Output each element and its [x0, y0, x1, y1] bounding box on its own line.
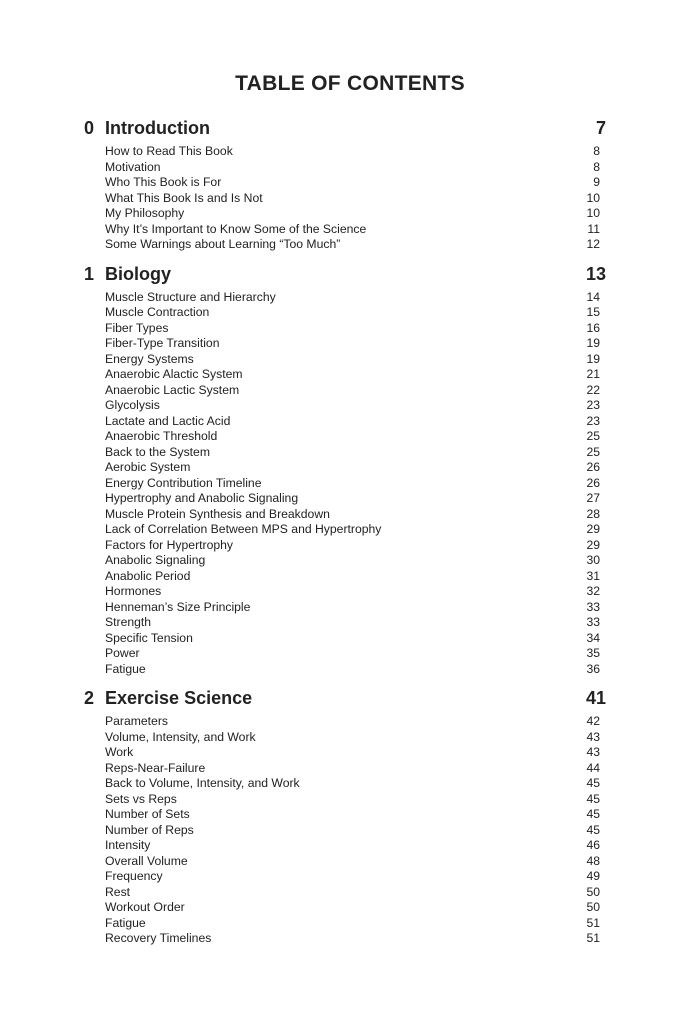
- entry-page-number: 22: [586, 382, 600, 397]
- entry-title: Reps-Near-Failure: [105, 760, 206, 775]
- entry-page-number: 26: [586, 475, 600, 490]
- toc-entry[interactable]: [105, 792, 600, 808]
- toc-entry[interactable]: [105, 398, 600, 414]
- entry-page-number: 45: [586, 807, 600, 821]
- chapter-title: Exercise Science: [105, 688, 253, 708]
- entry-title: Volume, Intensity, and Work: [105, 729, 256, 744]
- entry-page-number: 45: [586, 822, 600, 837]
- toc-entry[interactable]: [105, 646, 600, 662]
- toc-entry[interactable]: [105, 491, 600, 507]
- entry-page-number: 10: [586, 190, 600, 205]
- entry-title: Sets vs Reps: [105, 791, 177, 806]
- entry-page-number: 50: [586, 900, 600, 914]
- entry-title: Why It’s Important to Know Some of the Science: [105, 221, 367, 236]
- entry-page-number: 31: [586, 568, 600, 583]
- chapter-2: [84, 688, 606, 947]
- entry-page-number: 14: [586, 289, 600, 304]
- chapter-1: [84, 264, 606, 678]
- toc-entry[interactable]: [105, 321, 600, 337]
- entry-page-number: 30: [586, 553, 600, 567]
- entry-title: Work: [105, 745, 134, 759]
- toc-entry[interactable]: [105, 476, 600, 492]
- entry-title: Who This Book is For: [105, 175, 222, 189]
- toc-entry[interactable]: [105, 175, 600, 191]
- entry-page-number: 35: [586, 646, 600, 660]
- entry-title: Anabolic Signaling: [105, 553, 206, 567]
- entry-page-number: 33: [586, 599, 600, 614]
- toc-entry[interactable]: [105, 305, 600, 321]
- chapter-page-number: 41: [585, 688, 606, 708]
- entry-page-number: 42: [586, 714, 600, 728]
- toc-entry[interactable]: [105, 191, 600, 207]
- entry-page-number: 43: [586, 745, 600, 759]
- toc-entry[interactable]: [105, 584, 600, 600]
- entry-page-number: 16: [586, 320, 600, 335]
- toc-entry[interactable]: [105, 807, 600, 823]
- entry-page-number: 21: [586, 367, 600, 381]
- entry-page-number: 33: [586, 615, 600, 629]
- entry-page-number: 34: [586, 630, 600, 645]
- entry-title: My Philosophy: [105, 206, 185, 220]
- entry-page-number: 49: [586, 869, 600, 883]
- entry-title: Specific Tension: [105, 630, 193, 645]
- toc-entry[interactable]: [105, 569, 600, 585]
- toc-entry[interactable]: [105, 383, 600, 399]
- toc-entry[interactable]: [105, 776, 600, 792]
- chapter-title: Introduction: [105, 118, 210, 138]
- toc-entry[interactable]: [105, 538, 600, 554]
- toc-entry[interactable]: [105, 290, 600, 306]
- entry-title: Muscle Protein Synthesis and Breakdown: [105, 506, 330, 521]
- toc-entry[interactable]: [105, 900, 600, 916]
- section-list: [84, 290, 606, 678]
- entry-page-number: 51: [586, 931, 600, 945]
- entry-page-number: 8: [593, 144, 600, 158]
- entry-page-number: 12: [586, 237, 600, 251]
- toc-entry[interactable]: [105, 600, 600, 616]
- entry-title: Rest: [105, 884, 131, 899]
- entry-page-number: 28: [586, 506, 600, 521]
- chapter-page-number: 13: [585, 263, 606, 284]
- toc-entry[interactable]: [105, 522, 600, 538]
- toc-entry[interactable]: [105, 429, 600, 445]
- entry-title: How to Read This Book: [105, 144, 233, 158]
- entry-page-number: 29: [586, 537, 600, 552]
- toc-entry[interactable]: [105, 916, 600, 932]
- toc-entry[interactable]: [105, 730, 600, 746]
- entry-page-number: 23: [586, 413, 600, 428]
- entry-page-number: 25: [586, 429, 600, 443]
- entry-page-number: 10: [586, 206, 600, 220]
- entry-title: Anaerobic Alactic System: [105, 367, 243, 381]
- entry-title: Parameters: [105, 714, 168, 728]
- entry-title: Factors for Hypertrophy: [105, 537, 234, 552]
- toc-entry[interactable]: [105, 885, 600, 901]
- entry-title: Fatigue: [105, 915, 146, 930]
- entry-page-number: 45: [586, 776, 600, 790]
- section-list: [84, 714, 606, 947]
- entry-title: Hypertrophy and Anabolic Signaling: [105, 491, 299, 505]
- entry-page-number: 8: [593, 159, 600, 174]
- entry-title: Number of Reps: [105, 822, 194, 837]
- entry-title: Back to Volume, Intensity, and Work: [105, 776, 300, 790]
- toc-entry[interactable]: [105, 662, 600, 678]
- chapter-heading[interactable]: [84, 264, 606, 290]
- toc-entry[interactable]: [105, 761, 600, 777]
- chapter-number: 2: [84, 688, 95, 708]
- toc-entry[interactable]: [105, 615, 600, 631]
- entry-page-number: 36: [586, 661, 600, 676]
- entry-page-number: 48: [586, 853, 600, 868]
- entry-title: Number of Sets: [105, 807, 190, 821]
- entry-page-number: 51: [586, 915, 600, 930]
- entry-page-number: 9: [593, 175, 600, 189]
- toc-entry[interactable]: [105, 367, 600, 383]
- entry-page-number: 45: [586, 791, 600, 806]
- entry-title: Lactate and Lactic Acid: [105, 413, 231, 428]
- toc-entry[interactable]: [105, 445, 600, 461]
- toc-entry[interactable]: [105, 823, 600, 839]
- toc-entry[interactable]: [105, 237, 600, 253]
- toc-entry[interactable]: [105, 160, 600, 176]
- chapter-title: Biology: [105, 263, 171, 284]
- toc-entry[interactable]: [105, 460, 600, 476]
- table-of-contents: [84, 118, 606, 958]
- entry-title: Glycolysis: [105, 398, 160, 412]
- chapter-number: 1: [84, 263, 95, 284]
- toc-entry[interactable]: [105, 507, 600, 523]
- toc-entry[interactable]: [105, 838, 600, 854]
- toc-entry[interactable]: [105, 414, 600, 430]
- entry-title: Fatigue: [105, 661, 146, 676]
- entry-page-number: 29: [586, 522, 600, 536]
- entry-page-number: 15: [586, 305, 600, 319]
- entry-title: Energy Contribution Timeline: [105, 475, 262, 490]
- toc-entry[interactable]: [105, 336, 600, 352]
- page-title: TABLE OF CONTENTS: [235, 72, 465, 95]
- toc-entry[interactable]: [105, 222, 600, 238]
- chapter-number: 0: [84, 118, 95, 138]
- toc-entry[interactable]: [105, 631, 600, 647]
- toc-entry[interactable]: [105, 553, 600, 569]
- section-list: [84, 144, 606, 253]
- entry-title: Recovery Timelines: [105, 931, 212, 945]
- entry-page-number: 11: [587, 221, 600, 236]
- entry-page-number: 44: [586, 760, 600, 775]
- entry-title: Muscle Structure and Hierarchy: [105, 289, 276, 304]
- entry-page-number: 19: [586, 351, 600, 366]
- entry-title: Anaerobic Threshold: [105, 429, 218, 443]
- entry-title: Power: [105, 646, 140, 660]
- entry-page-number: 23: [586, 398, 600, 412]
- toc-entry[interactable]: [105, 206, 600, 222]
- entry-title: What This Book Is and Is Not: [105, 190, 263, 205]
- entry-title: Some Warnings about Learning “Too Much”: [105, 237, 341, 251]
- entry-title: Overall Volume: [105, 853, 188, 868]
- entry-title: Frequency: [105, 869, 163, 883]
- toc-entry[interactable]: [105, 931, 600, 947]
- chapter-0: [84, 118, 606, 253]
- chapter-heading[interactable]: [84, 688, 606, 714]
- toc-entry[interactable]: [105, 854, 600, 870]
- entry-title: Fiber Types: [105, 320, 169, 335]
- entry-page-number: 32: [586, 584, 600, 598]
- entry-title: Intensity: [105, 838, 151, 852]
- entry-page-number: 46: [586, 838, 600, 852]
- entry-title: Henneman’s Size Principle: [105, 599, 251, 614]
- entry-title: Aerobic System: [105, 460, 191, 474]
- toc-entry[interactable]: [105, 144, 600, 160]
- entry-title: Fiber-Type Transition: [105, 336, 220, 350]
- chapter-page-number: 7: [595, 118, 606, 138]
- entry-title: Workout Order: [105, 900, 185, 914]
- entry-title: Anabolic Period: [105, 568, 191, 583]
- entry-title: Lack of Correlation Between MPS and Hypertrophy: [105, 522, 382, 536]
- toc-entry[interactable]: [105, 714, 600, 730]
- entry-title: Muscle Contraction: [105, 305, 210, 319]
- entry-title: Strength: [105, 615, 152, 629]
- entry-title: Back to the System: [105, 444, 210, 459]
- entry-page-number: 43: [586, 729, 600, 744]
- entry-page-number: 25: [586, 444, 600, 459]
- entry-page-number: 27: [586, 491, 600, 505]
- entry-title: Hormones: [105, 584, 162, 598]
- toc-entry[interactable]: [105, 352, 600, 368]
- entry-page-number: 26: [586, 460, 600, 474]
- chapter-heading[interactable]: [84, 118, 606, 144]
- toc-entry[interactable]: [105, 869, 600, 885]
- entry-page-number: 50: [586, 884, 600, 899]
- entry-title: Motivation: [105, 159, 161, 174]
- entry-page-number: 19: [586, 336, 600, 350]
- entry-title: Energy Systems: [105, 351, 194, 366]
- toc-entry[interactable]: [105, 745, 600, 761]
- entry-title: Anaerobic Lactic System: [105, 382, 240, 397]
